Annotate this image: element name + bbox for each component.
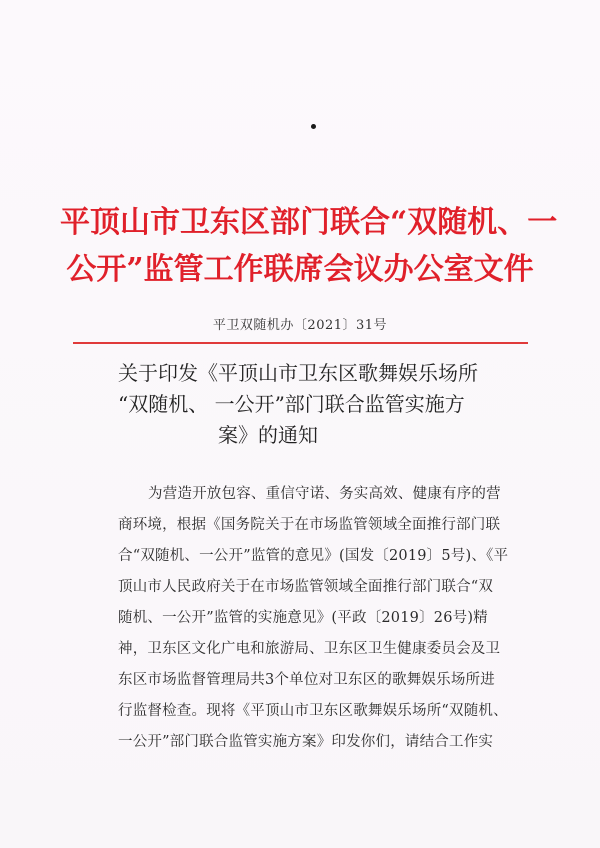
header-title-line2: 公开”监管工作联席会议办公室文件 (66, 252, 534, 287)
body-line: 随机、一公开”监管的实施意见》(平政〔2019〕26号)精 (118, 610, 488, 626)
notice-title-line3: 案》的通知 (218, 423, 318, 447)
body-line: 商环境，根据《国务院关于在市场监管领域全面推行部门联 (118, 517, 501, 533)
document-number: 平卫双随机办〔2021〕31号 (212, 318, 388, 333)
body-line: 合“双随机、一公开”监管的意见》(国发〔2019〕5号)、《平 (118, 548, 509, 564)
body-line: 为营造开放包容、重信守诺、务实高效、健康有序的营 (148, 486, 501, 502)
body-line: 一公开”部门联合监管实施方案》印发你们，请结合工作实 (118, 734, 494, 750)
body-line: 神，卫东区文化广电和旅游局、卫东区卫生健康委员会及卫 (118, 641, 501, 657)
notice-title-line1: 关于印发《平顶山市卫东区歌舞娱乐场所 (118, 361, 478, 385)
ink-dot (311, 124, 316, 129)
notice-title-line2: “双随机、 一公开”部门联合监管实施方 (118, 392, 465, 416)
body-line: 行监督检查。现将《平顶山市卫东区歌舞娱乐场所“双随机、 (118, 703, 508, 719)
body-line: 东区市场监督管理局共3个单位对卫东区的歌舞娱乐场所进 (118, 672, 495, 688)
header-title-line1: 平顶山市卫东区部门联合“双随机、一 (60, 205, 558, 240)
body-line: 顶山市人民政府关于在市场监管领域全面推行部门联合“双 (118, 579, 494, 595)
red-divider (73, 342, 528, 344)
